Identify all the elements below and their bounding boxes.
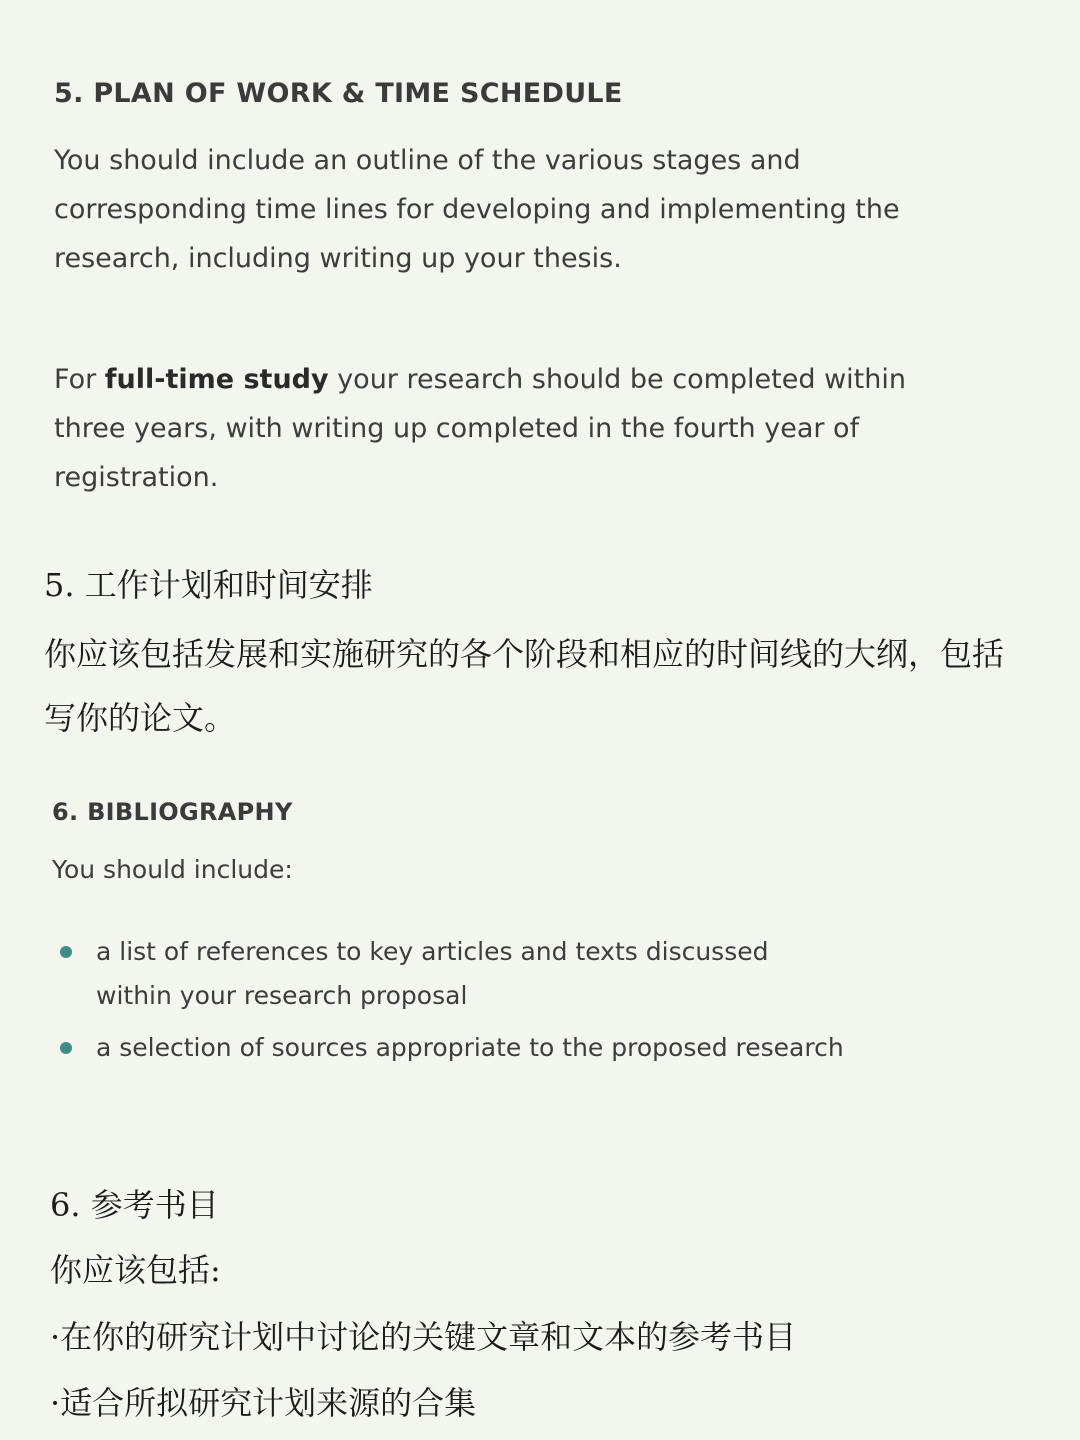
- section5-chinese-paragraph: 你应该包括发展和实施研究的各个阶段和相应的时间线的大纲，包括写你的论文。: [44, 635, 1005, 737]
- section6-english-intro: You should include:: [52, 855, 293, 884]
- section5-english-heading: 5. PLAN OF WORK & TIME SCHEDULE: [54, 78, 623, 109]
- section5-chinese-heading: 5. 工作计划和时间安排: [44, 566, 373, 604]
- list-item-text: a selection of sources appropriate to the proposed research: [96, 1033, 844, 1062]
- bullet-dot-icon: [60, 1042, 72, 1054]
- section6-chinese-item-1: ·在你的研究计划中讨论的关键文章和文本的参考书目: [50, 1318, 797, 1356]
- list-item-text: a list of references to key articles and texts discussed within your research proposal: [96, 937, 769, 1010]
- list-item: [52, 930, 852, 1018]
- p2-suffix: your research should be completed within three years, with writing up completed in the fourth year of registration.: [54, 364, 906, 493]
- section5-english-paragraph-2: [54, 355, 954, 502]
- p2-prefix: For: [54, 364, 105, 395]
- section6-chinese-item-2: ·适合所拟研究计划来源的合集: [50, 1384, 477, 1422]
- section6-chinese-intro: 你应该包括:: [50, 1251, 221, 1289]
- section6-chinese-heading: 6. 参考书目: [50, 1186, 219, 1224]
- p2-bold-text: full-time study: [104, 364, 329, 395]
- list-item: [52, 1026, 852, 1070]
- section5-english-paragraph-1: You should include an outline of the various stages and corresponding time lines for developing and implementing the research, including writing up your thesis.: [54, 145, 900, 274]
- section6-english-heading: 6. BIBLIOGRAPHY: [52, 798, 293, 826]
- bullet-dot-icon: [60, 946, 72, 958]
- bibliography-list: [52, 930, 852, 1078]
